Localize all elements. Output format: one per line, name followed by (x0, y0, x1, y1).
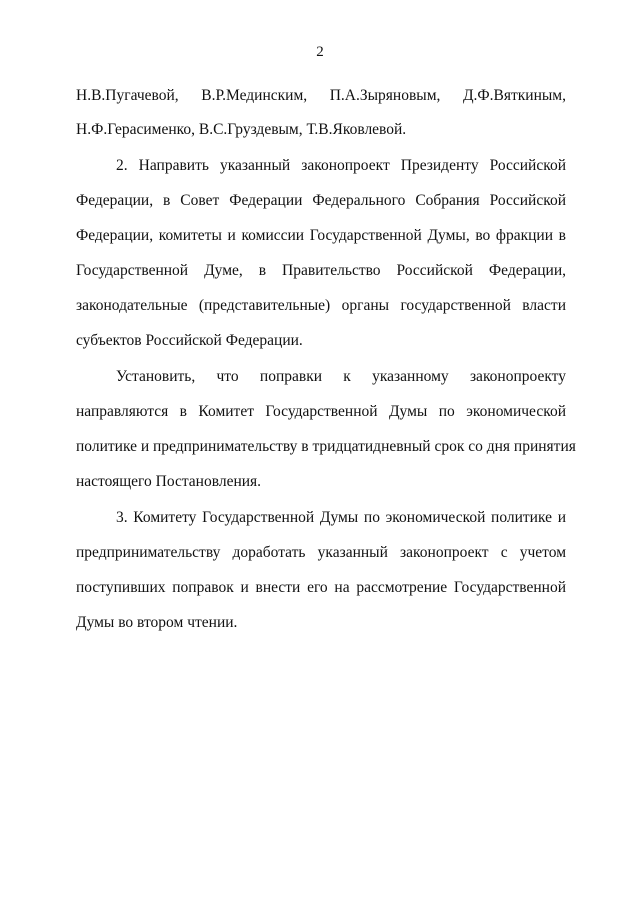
text-line: Федерации, в Совет Федерации Федерального Собрания Российской (76, 192, 566, 209)
text-line: Федерации, комитеты и комиссии Государственной Думы, во фракции в (76, 227, 566, 244)
text-line: Установить, что поправки к указанному законопроекту (116, 368, 566, 385)
text-line: 3. Комитету Государственной Думы по экономической политике и (116, 509, 566, 526)
text-line: поступивших поправок и внести его на рассмотрение Государственной (76, 579, 566, 596)
page-number: 2 (316, 44, 324, 60)
text-line: Думы во втором чтении. (76, 614, 238, 631)
text-line: Государственной Думе, в Правительство Российской Федерации, (76, 262, 566, 279)
text-line: законодательные (представительные) органы государственной власти (76, 297, 566, 314)
text-line: Н.В.Пугачевой, В.Р.Мединским, П.А.Зыряновым, Д.Ф.Вяткиным, (76, 87, 566, 104)
text-line: настоящего Постановления. (76, 473, 262, 490)
text-line: направляются в Комитет Государственной Думы по экономической (76, 403, 566, 420)
text-line: Н.Ф.Герасименко, В.С.Груздевым, Т.В.Яковлевой. (76, 121, 407, 138)
text-line: политике и предпринимательству в тридцатидневный срок со дня принятия (76, 438, 576, 455)
text-line: предпринимательству доработать указанный законопроект с учетом (76, 544, 566, 561)
text-line: субъектов Российской Федерации. (76, 332, 303, 349)
text-line: 2. Направить указанный законопроект Президенту Российской (116, 157, 566, 174)
